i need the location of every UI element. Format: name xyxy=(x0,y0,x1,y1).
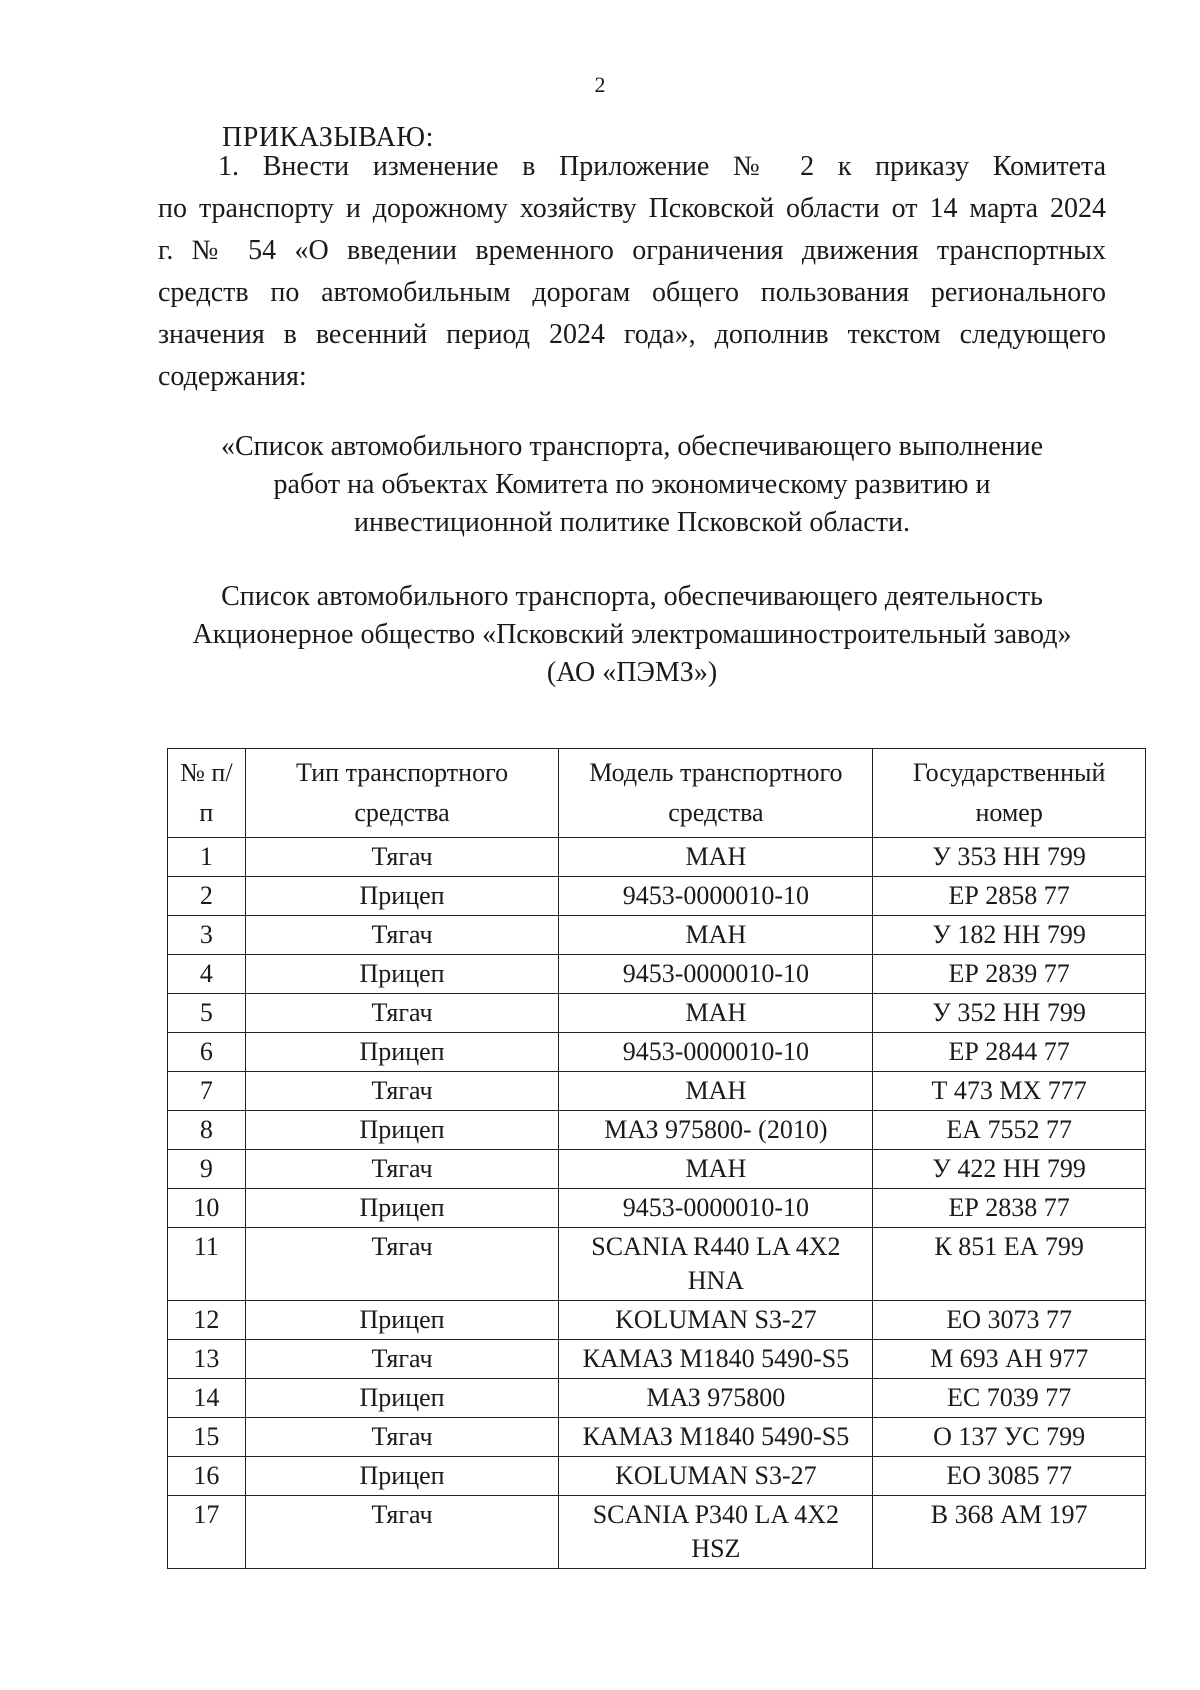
cell-model: МАН xyxy=(559,838,873,877)
header-vehicle-type: Тип транспортного средства xyxy=(245,749,559,838)
cell-number: 11 xyxy=(168,1228,246,1301)
cell-model: МАН xyxy=(559,994,873,1033)
cell-reg: ЕА 7552 77 xyxy=(873,1111,1146,1150)
cell-model: КАМАЗ М1840 5490-S5 xyxy=(559,1418,873,1457)
table-row xyxy=(168,1379,1146,1418)
cell-type: Прицеп xyxy=(245,1301,559,1340)
cell-model: МАН xyxy=(559,1072,873,1111)
clause-line: г. № 54 «О введении временного ограничения движения транспортных xyxy=(158,235,1106,266)
table-row xyxy=(168,1189,1146,1228)
clause-paragraph xyxy=(158,146,1106,398)
cell-type: Тягач xyxy=(245,1228,559,1301)
cell-reg: У 422 НН 799 xyxy=(873,1150,1146,1189)
cell-number: 15 xyxy=(168,1418,246,1457)
cell-number: 17 xyxy=(168,1496,246,1569)
header-vehicle-model: Модель транспортного средства xyxy=(559,749,873,838)
cell-reg: В 368 АМ 197 xyxy=(873,1496,1146,1569)
cell-number: 9 xyxy=(168,1150,246,1189)
table-header-row xyxy=(168,749,1146,838)
table-row xyxy=(168,1301,1146,1340)
table-row xyxy=(168,994,1146,1033)
list-title-company xyxy=(158,578,1106,692)
cell-type: Прицеп xyxy=(245,1033,559,1072)
table-row xyxy=(168,916,1146,955)
list-title-objects xyxy=(158,428,1106,542)
cell-model: SCANIA P340 LA 4X2 HSZ xyxy=(559,1496,873,1569)
cell-reg: ЕС 7039 77 xyxy=(873,1379,1146,1418)
cell-reg: У 353 НН 799 xyxy=(873,838,1146,877)
cell-type: Прицеп xyxy=(245,1379,559,1418)
cell-number: 16 xyxy=(168,1457,246,1496)
table-row xyxy=(168,1111,1146,1150)
cell-number: 2 xyxy=(168,877,246,916)
cell-number: 3 xyxy=(168,916,246,955)
cell-model: КАМАЗ М1840 5490-S5 xyxy=(559,1340,873,1379)
cell-reg: ЕР 2839 77 xyxy=(873,955,1146,994)
cell-type: Тягач xyxy=(245,1496,559,1569)
cell-model: МАЗ 975800- (2010) xyxy=(559,1111,873,1150)
cell-number: 5 xyxy=(168,994,246,1033)
clause-line: значения в весенний период 2024 года», дополнив текстом следующего xyxy=(158,319,1106,350)
table-row xyxy=(168,1457,1146,1496)
table-row xyxy=(168,1033,1146,1072)
clause-line: по транспорту и дорожному хозяйству Псковской области от 14 марта 2024 xyxy=(158,193,1106,224)
cell-model: МАН xyxy=(559,916,873,955)
header-number: № п/п xyxy=(168,749,246,838)
cell-reg: ЕО 3085 77 xyxy=(873,1457,1146,1496)
cell-type: Тягач xyxy=(245,1150,559,1189)
table-row xyxy=(168,877,1146,916)
cell-number: 1 xyxy=(168,838,246,877)
cell-number: 14 xyxy=(168,1379,246,1418)
title-line: работ на объектах Комитета по экономическому развитию и xyxy=(273,469,991,500)
table-row xyxy=(168,1340,1146,1379)
cell-type: Тягач xyxy=(245,838,559,877)
cell-reg: ЕР 2838 77 xyxy=(873,1189,1146,1228)
cell-number: 8 xyxy=(168,1111,246,1150)
cell-reg: О 137 УС 799 xyxy=(873,1418,1146,1457)
clause-line: средств по автомобильным дорогам общего пользования регионального xyxy=(158,277,1106,308)
cell-reg: У 352 НН 799 xyxy=(873,994,1146,1033)
table-row xyxy=(168,838,1146,877)
table-row xyxy=(168,1418,1146,1457)
table-row xyxy=(168,955,1146,994)
table-row xyxy=(168,1072,1146,1111)
cell-model: 9453-0000010-10 xyxy=(559,955,873,994)
cell-model: МАН xyxy=(559,1150,873,1189)
clause-line: 1. Внести изменение в Приложение № 2 к приказу Комитета xyxy=(218,151,1106,182)
cell-reg: ЕР 2844 77 xyxy=(873,1033,1146,1072)
cell-number: 7 xyxy=(168,1072,246,1111)
cell-reg: У 182 НН 799 xyxy=(873,916,1146,955)
cell-model: KOLUMAN S3-27 xyxy=(559,1457,873,1496)
cell-number: 13 xyxy=(168,1340,246,1379)
cell-type: Прицеп xyxy=(245,1189,559,1228)
title-line: (АО «ПЭМЗ») xyxy=(546,657,718,688)
cell-type: Тягач xyxy=(245,916,559,955)
header-registration: Государственный номер xyxy=(873,749,1146,838)
cell-reg: К 851 ЕА 799 xyxy=(873,1228,1146,1301)
cell-model: 9453-0000010-10 xyxy=(559,1033,873,1072)
title-line: инвестиционной политике Псковской области. xyxy=(354,507,910,538)
title-line: Список автомобильного транспорта, обеспечивающего деятельность xyxy=(221,581,1043,612)
cell-type: Прицеп xyxy=(245,955,559,994)
title-line: «Список автомобильного транспорта, обеспечивающего выполнение xyxy=(220,431,1044,462)
cell-model: МАЗ 975800 xyxy=(559,1379,873,1418)
table-row xyxy=(168,1150,1146,1189)
cell-model: SCANIA R440 LA 4X2 HNA xyxy=(559,1228,873,1301)
cell-type: Прицеп xyxy=(245,1457,559,1496)
table-row xyxy=(168,1496,1146,1569)
cell-reg: М 693 АН 977 xyxy=(873,1340,1146,1379)
title-line: Акционерное общество «Псковский электромашиностроительный завод» xyxy=(192,619,1072,650)
clause-line: содержания: xyxy=(158,361,307,392)
table-row xyxy=(168,1228,1146,1301)
cell-model: KOLUMAN S3-27 xyxy=(559,1301,873,1340)
cell-reg: ЕО 3073 77 xyxy=(873,1301,1146,1340)
cell-reg: Т 473 МХ 777 xyxy=(873,1072,1146,1111)
cell-number: 4 xyxy=(168,955,246,994)
cell-reg: ЕР 2858 77 xyxy=(873,877,1146,916)
cell-number: 10 xyxy=(168,1189,246,1228)
cell-model: 9453-0000010-10 xyxy=(559,877,873,916)
cell-type: Прицеп xyxy=(245,1111,559,1150)
page-number: 2 xyxy=(594,72,606,97)
cell-model: 9453-0000010-10 xyxy=(559,1189,873,1228)
cell-type: Тягач xyxy=(245,1072,559,1111)
cell-type: Прицеп xyxy=(245,877,559,916)
cell-type: Тягач xyxy=(245,1340,559,1379)
cell-number: 6 xyxy=(168,1033,246,1072)
vehicle-table xyxy=(167,748,1146,1569)
cell-number: 12 xyxy=(168,1301,246,1340)
order-heading: ПРИКАЗЫВАЮ: xyxy=(222,122,434,153)
cell-type: Тягач xyxy=(245,994,559,1033)
cell-type: Тягач xyxy=(245,1418,559,1457)
